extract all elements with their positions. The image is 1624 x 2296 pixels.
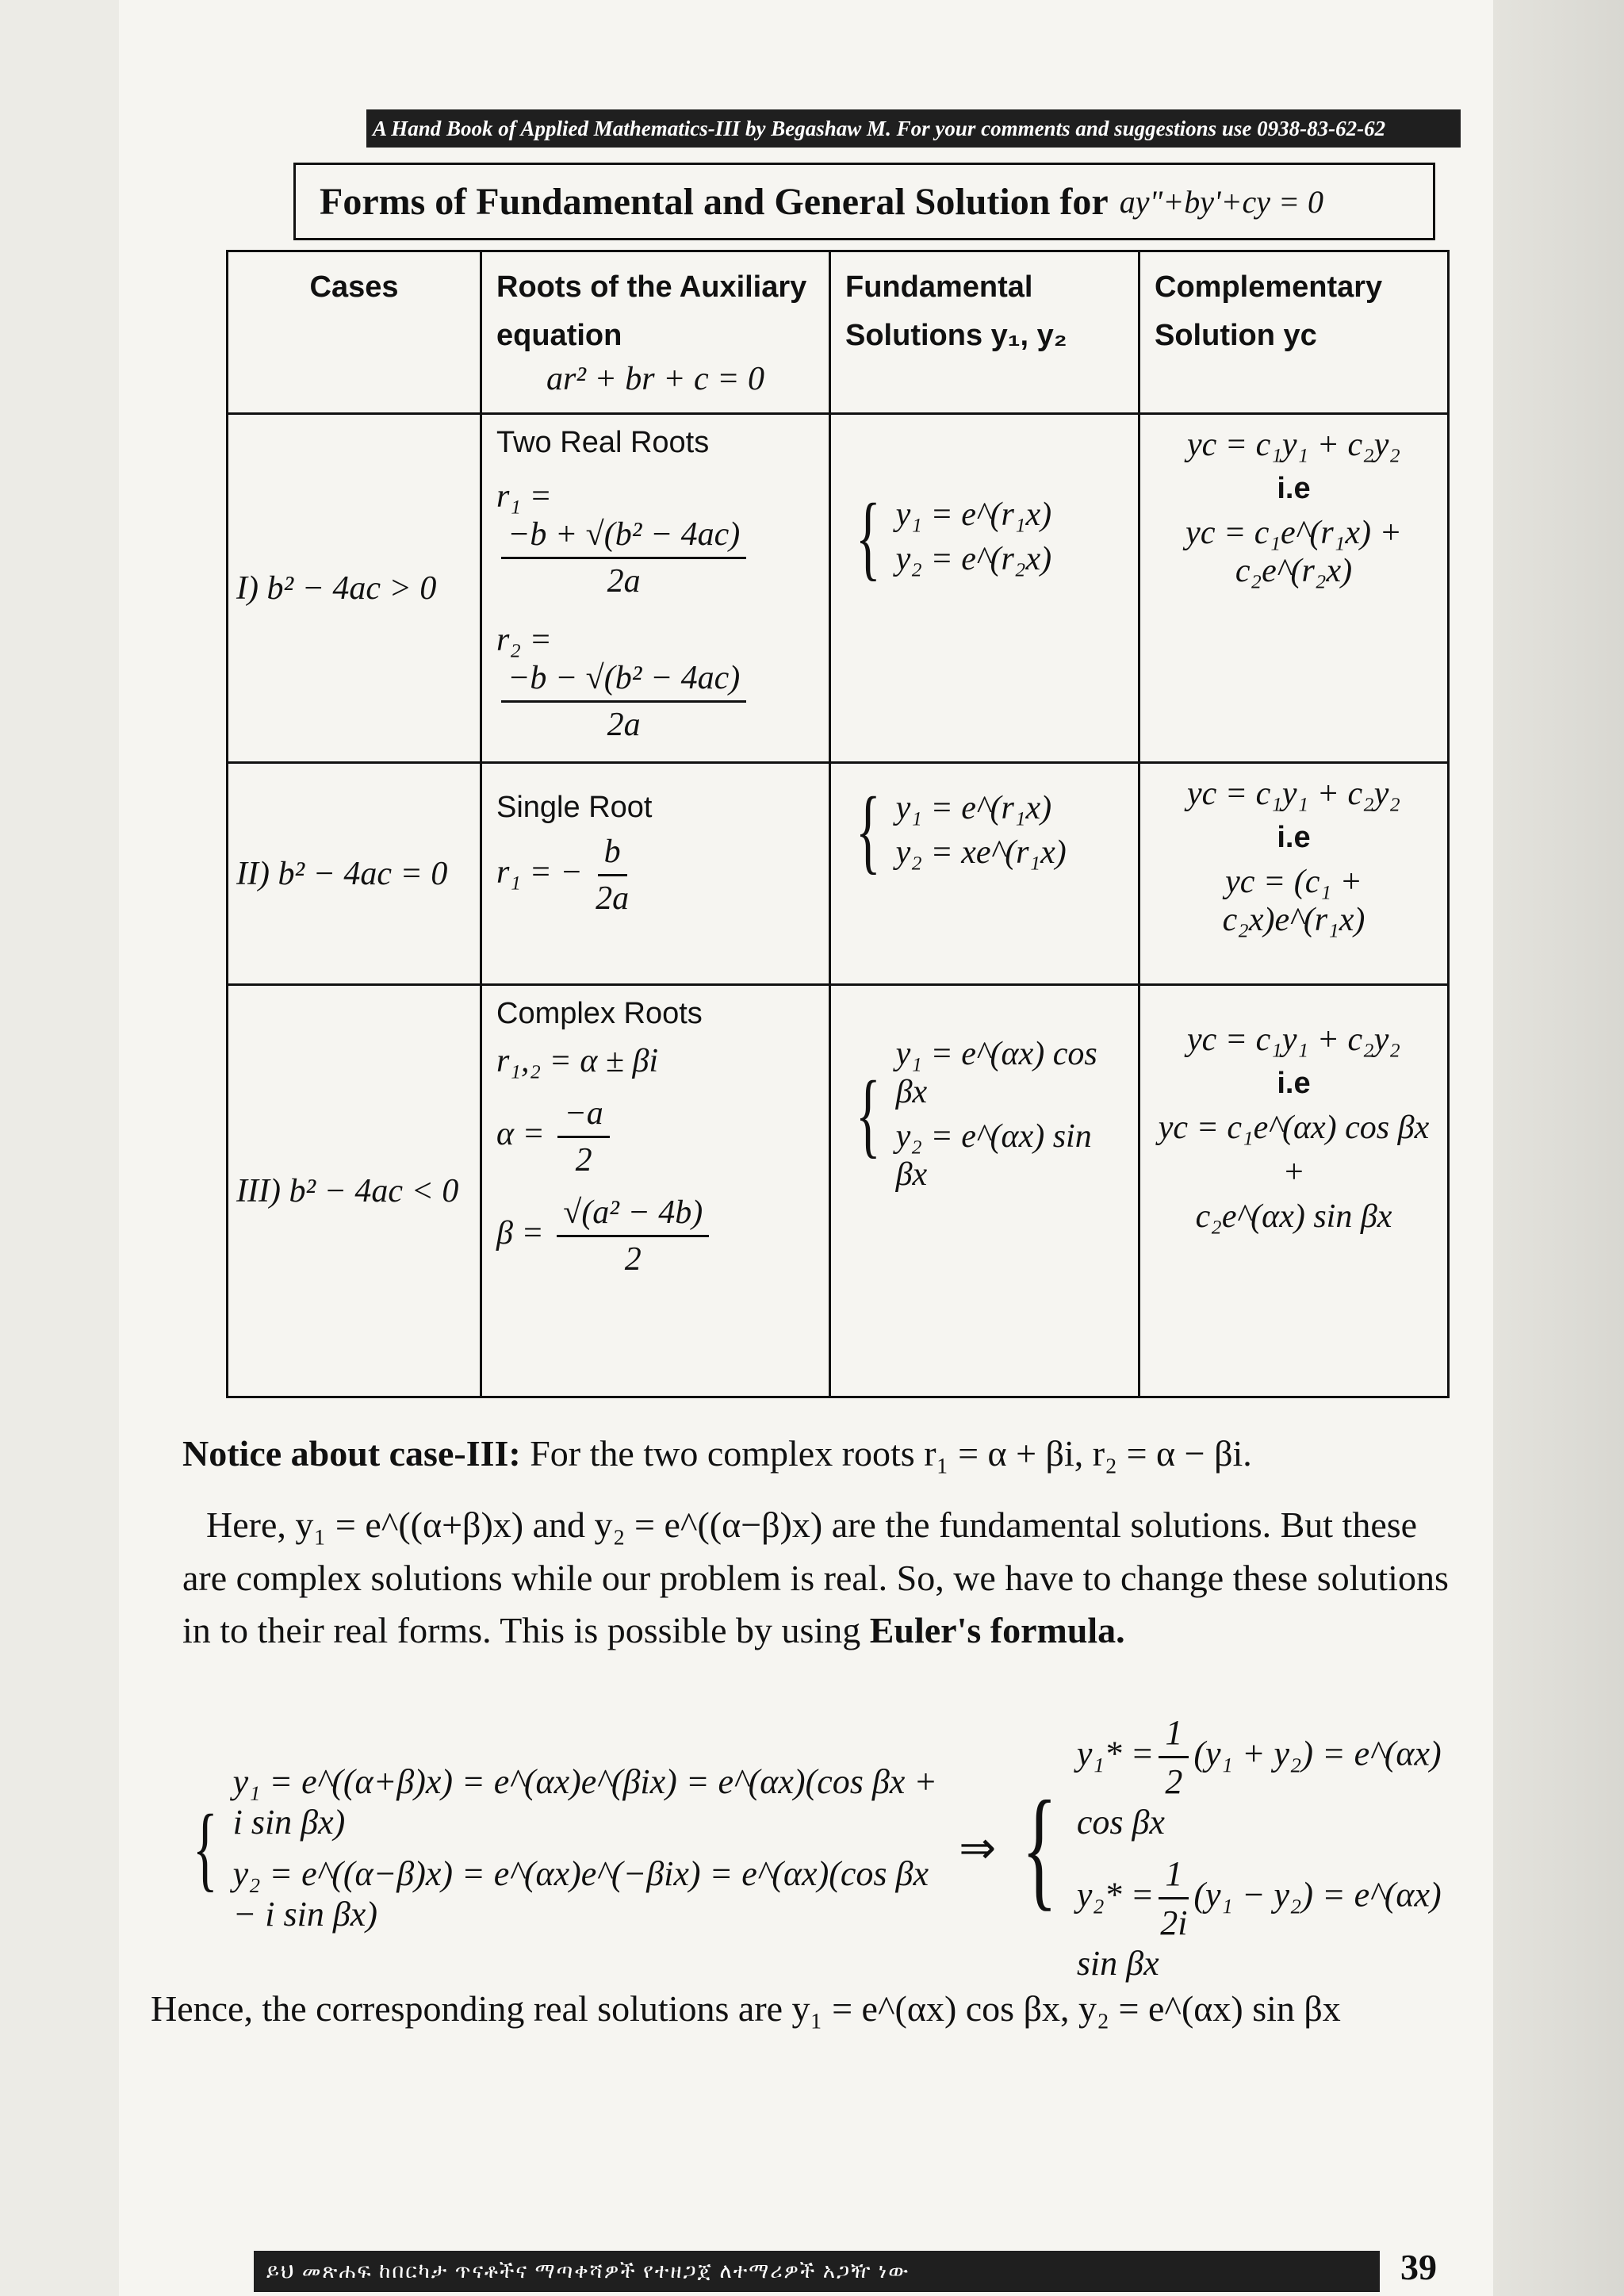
real-solutions-system xyxy=(1007,1701,1459,1995)
fundamental-cell xyxy=(830,985,1139,1397)
root-lhs: r₂ = xyxy=(496,622,552,658)
real-y1 xyxy=(1077,1712,1459,1842)
ie-label: i.e xyxy=(1277,472,1311,505)
left-brace: { xyxy=(855,484,881,589)
ie-label: i.e xyxy=(1277,1067,1311,1100)
real-y2-rhs: (y₁ − y₂) = e^(αx) sin βx xyxy=(1076,1875,1442,1983)
explanation-text: Here, y₁ = e^((α+β)x) and y₂ = e^((α−β)x) are the fundamental solutions. But these are complex solutions while our problem is real. So, we have to change these solutions in to their real forms. This is possible by using xyxy=(182,1504,1449,1651)
fundamental-system xyxy=(845,484,1124,589)
alpha-formula xyxy=(496,1094,814,1179)
root-lhs: r₁ = − xyxy=(496,854,583,891)
complementary-explicit-2: c₂e^(αx) sin βx xyxy=(1195,1198,1392,1235)
complementary-cell xyxy=(1139,985,1449,1397)
fraction xyxy=(557,1194,709,1278)
solution-y1: y₁ = e^(r₁x) xyxy=(895,790,1052,826)
complementary-general: yc = c₁y₁ + c₂y₂ xyxy=(1187,427,1400,463)
complementary-explicit: yc = (c₁ + c₂x)e^(r₁x) xyxy=(1222,864,1365,938)
ie-label: i.e xyxy=(1277,821,1311,854)
header-complementary: Complementary Solution yc xyxy=(1139,251,1449,414)
fraction xyxy=(557,1094,609,1179)
solutions-table xyxy=(226,250,1450,1398)
numerator: −b − √(b² − 4ac) xyxy=(501,659,746,703)
header-roots xyxy=(481,251,830,414)
table-header-row xyxy=(228,251,1449,414)
page-edge-shadow xyxy=(1493,0,1624,2296)
footer-banner: ይህ መጽሐፍ ከበርካታ ጥናቶችና ማጣቀሻዎች የተዘጋጀ ለተማሪዎች አጋዥ ነው xyxy=(254,2251,1380,2292)
hence-sentence: Hence, the corresponding real solutions are y₁ = e^(αx) cos βx, y₂ = e^(αx) sin βx xyxy=(151,1988,1341,2029)
complementary-explicit: yc = c₁e^(r₁x) + c₂e^(r₂x) xyxy=(1185,515,1402,589)
complementary-general: yc = c₁y₁ + c₂y₂ xyxy=(1187,776,1400,812)
header-cases: Cases xyxy=(228,251,481,414)
solution-y2: y₂ = xe^(r₁x) xyxy=(895,834,1067,871)
left-brace: { xyxy=(192,1795,218,1900)
case-label: III) b² − 4ac < 0 xyxy=(228,985,481,1397)
complementary-general: yc = c₁y₁ + c₂y₂ xyxy=(1187,1022,1400,1058)
denominator: 2a xyxy=(607,563,641,600)
numerator: −a xyxy=(557,1094,609,1138)
case-label: I) b² − 4ac > 0 xyxy=(228,414,481,763)
beta-lhs: β = xyxy=(496,1215,544,1252)
table-row xyxy=(228,414,1449,763)
fraction xyxy=(501,516,746,600)
complementary-cell xyxy=(1139,763,1449,985)
fraction xyxy=(501,659,746,744)
root-r1 xyxy=(496,477,814,600)
explanation-paragraph xyxy=(182,1499,1451,1658)
root-lhs: r₁ = xyxy=(496,478,552,515)
solution-y2: y₂ = e^(αx) sin βx xyxy=(895,1118,1092,1193)
fundamental-cell xyxy=(830,414,1139,763)
solution-y1: y₁ = e^(αx) cos βx xyxy=(895,1036,1097,1110)
numerator: √(a² − 4b) xyxy=(557,1194,709,1237)
title-equation: ay"+by'+cy = 0 xyxy=(1119,183,1324,220)
header-aux-equation: ar² + br + c = 0 xyxy=(546,360,764,397)
numerator: 1 xyxy=(1159,1853,1189,1899)
notice-label: Notice about case-III: xyxy=(182,1433,521,1474)
roots-cell xyxy=(481,414,830,763)
euler-formula-label: Euler's formula. xyxy=(869,1610,1125,1651)
euler-derivation xyxy=(182,1713,1459,1983)
page-number: 39 xyxy=(1400,2247,1437,2287)
roots-label: Two Real Roots xyxy=(496,426,710,459)
denominator: 2i xyxy=(1160,1903,1188,1942)
title-text: Forms of Fundamental and General Solution for xyxy=(320,180,1109,223)
complex-y1: y₁ = e^((α+β)x) = e^(αx)e^(βix) = e^(αx)(cos βx + i sin βx) xyxy=(232,1762,937,1842)
running-header: A Hand Book of Applied Mathematics-III by Begashaw M. For your comments and suggestions use 0938-83-62-62 xyxy=(366,109,1461,148)
fundamental-cell xyxy=(830,763,1139,985)
complex-solutions-system xyxy=(182,1750,948,1945)
roots-cell xyxy=(481,763,830,985)
root-r12: r₁,₂ = α ± βi xyxy=(496,1043,659,1079)
real-y2-lhs: y₂* = xyxy=(1076,1875,1155,1915)
case-label: II) b² − 4ac = 0 xyxy=(228,763,481,985)
alpha-lhs: α = xyxy=(496,1116,545,1153)
implies-arrow: ⇒ xyxy=(959,1823,997,1873)
left-brace: { xyxy=(855,1061,881,1167)
notice-text: For the two complex roots r₁ = α + βi, r₂ = α − βi. xyxy=(520,1433,1252,1474)
fraction xyxy=(596,833,629,918)
beta-formula xyxy=(496,1194,814,1278)
denominator: 2 xyxy=(1165,1762,1183,1801)
roots-label: Complex Roots xyxy=(496,997,703,1030)
real-y1-rhs: (y₁ + y₂) = e^(αx) cos βx xyxy=(1076,1734,1442,1842)
left-brace: { xyxy=(1021,1773,1058,1922)
real-y1-lhs: y₁* = xyxy=(1076,1734,1155,1773)
fundamental-system xyxy=(845,777,1124,883)
header-fundamental: Fundamental Solutions y₁, y₂ xyxy=(830,251,1139,414)
complementary-explicit: yc = c₁e^(αx) cos βx xyxy=(1158,1110,1430,1146)
plus-sign: + xyxy=(1282,1154,1305,1190)
denominator: 2a xyxy=(596,880,630,917)
denominator: 2a xyxy=(607,707,641,743)
roots-cell xyxy=(481,985,830,1397)
header-roots-label: Roots of the Auxiliary equation xyxy=(496,270,807,352)
complex-y2: y₂ = e^((α−β)x) = e^(αx)e^(−βix) = e^(αx)(cos βx − i sin βx) xyxy=(232,1854,929,1934)
numerator: −b + √(b² − 4ac) xyxy=(501,516,746,559)
fraction xyxy=(1159,1712,1189,1802)
fraction xyxy=(1159,1853,1189,1943)
solution-y2: y₂ = e^(r₂x) xyxy=(895,541,1052,577)
denominator: 2 xyxy=(624,1241,642,1278)
root-r1 xyxy=(496,833,814,918)
notice-paragraph xyxy=(182,1428,1451,1481)
left-brace: { xyxy=(855,777,881,883)
table-row xyxy=(228,985,1449,1397)
complementary-cell xyxy=(1139,414,1449,763)
table-row xyxy=(228,763,1449,985)
root-r2 xyxy=(496,621,814,744)
table-title xyxy=(293,163,1435,240)
numerator: 1 xyxy=(1159,1712,1189,1758)
real-y2 xyxy=(1077,1853,1459,1984)
fundamental-system xyxy=(845,1029,1124,1200)
numerator: b xyxy=(598,833,627,876)
solution-y1: y₁ = e^(r₁x) xyxy=(895,496,1052,533)
roots-label: Single Root xyxy=(496,791,653,824)
denominator: 2 xyxy=(575,1142,592,1179)
